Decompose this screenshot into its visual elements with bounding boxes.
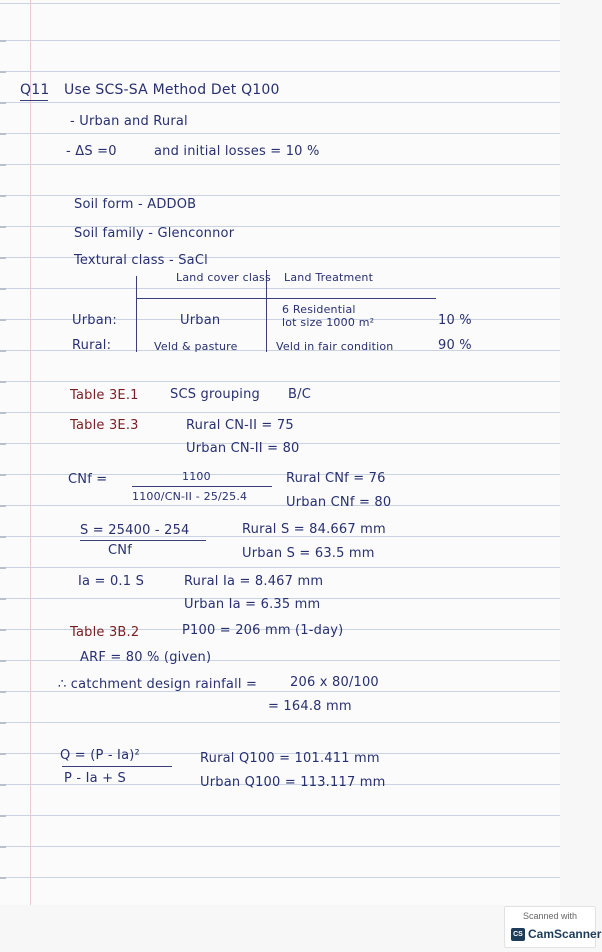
urban-percent: 10 % [438,313,472,328]
hole-mark [0,71,6,73]
s-denominator: CNf [108,543,132,558]
design-rainfall-label: ∴ catchment design rainfall = [58,677,258,692]
hole-mark [0,877,6,879]
hole-mark [0,753,6,755]
header-land-cover: Land cover class [176,271,271,284]
margin-line [30,0,31,905]
camscanner-logo-icon: CS [511,928,525,941]
table-3e3-ref: Table 3E.3 [70,418,139,433]
hole-mark [0,226,6,228]
q-denominator: P - Ia + S [64,771,127,786]
hole-mark [0,288,6,290]
hole-mark [0,598,6,600]
hole-mark [0,381,6,383]
hole-mark [0,629,6,631]
scanned-with-text: Scanned with [522,911,578,921]
hole-mark [0,350,6,352]
urban-cnf: Urban CNf = 80 [286,495,392,510]
rural-cn2: Rural CN-II = 75 [186,418,294,433]
table-divider-left [136,276,137,352]
hole-mark [0,691,6,693]
hole-mark [0,784,6,786]
design-rainfall-expression: 206 x 80/100 [290,675,379,690]
hole-mark [0,846,6,848]
s-numerator: S = 25400 - 254 [80,523,190,538]
camscanner-brand: CamScanner [528,927,602,941]
rural-cover: Veld & pasture [154,340,238,353]
rural-label: Rural: [72,338,112,353]
urban-q100: Urban Q100 = 113.117 mm [200,775,386,790]
rural-percent: 90 % [438,338,472,353]
line-delta-s: - ΔS =0 [66,144,117,159]
q-fraction-bar [62,766,172,767]
question-underline [20,100,48,101]
s-fraction-bar [80,540,206,541]
hole-mark [0,443,6,445]
rural-treatment: Veld in fair condition [276,340,394,353]
table-3b2-ref: Table 3B.2 [70,625,140,640]
hole-mark [0,536,6,538]
scs-grouping-value: B/C [288,387,311,402]
hole-mark [0,412,6,414]
q-numerator: Q = (P - Ia)² [60,748,140,763]
design-rainfall-result: = 164.8 mm [268,699,352,714]
table-header-rule [136,298,436,299]
soil-family: Soil family - Glenconnor [74,226,235,241]
cnf-lhs: CNf = [68,472,108,487]
urban-s: Urban S = 63.5 mm [242,546,375,561]
arf-value: ARF = 80 % (given) [80,650,212,665]
rural-ia: Rural Ia = 8.467 mm [184,574,324,589]
question-number: Q11 [20,82,50,98]
ia-equation: Ia = 0.1 S [78,574,145,589]
rural-s: Rural S = 84.667 mm [242,522,386,537]
urban-label: Urban: [72,313,117,328]
hole-mark [0,40,6,42]
hole-mark [0,164,6,166]
rural-q100: Rural Q100 = 101.411 mm [200,751,380,766]
hole-mark [0,660,6,662]
hole-mark [0,195,6,197]
camscanner-watermark [504,906,602,948]
hole-mark [0,102,6,104]
urban-cover: Urban [180,313,221,328]
table-3e1-ref: Table 3E.1 [70,388,139,403]
header-land-treatment: Land Treatment [284,271,374,284]
hole-mark [0,567,6,569]
hole-mark [0,505,6,507]
p100-value: P100 = 206 mm (1-day) [182,623,344,638]
hole-mark [0,257,6,259]
question-title: Use SCS-SA Method Det Q100 [64,82,280,98]
urban-ia: Urban Ia = 6.35 mm [184,597,321,612]
hole-mark [0,474,6,476]
hole-mark [0,722,6,724]
textural-class: Textural class - SaCl [74,253,208,268]
hole-mark [0,319,6,321]
cnf-fraction-bar [132,486,272,487]
rural-cnf: Rural CNf = 76 [286,471,386,486]
urban-treatment-line1: 6 Residential [282,303,356,316]
line-urban-rural: - Urban and Rural [70,114,188,129]
hole-mark [0,815,6,817]
line-initial-losses: and initial losses = 10 % [154,144,320,159]
urban-treatment-line2: lot size 1000 m² [282,316,375,329]
cnf-numerator: 1100 [182,470,211,483]
urban-cn2: Urban CN-II = 80 [186,441,300,456]
hole-mark [0,133,6,135]
soil-form: Soil form - ADDOB [74,197,197,212]
scs-grouping-label: SCS grouping [170,387,260,402]
cnf-denominator: 1100/CN-II - 25/25.4 [132,490,248,503]
